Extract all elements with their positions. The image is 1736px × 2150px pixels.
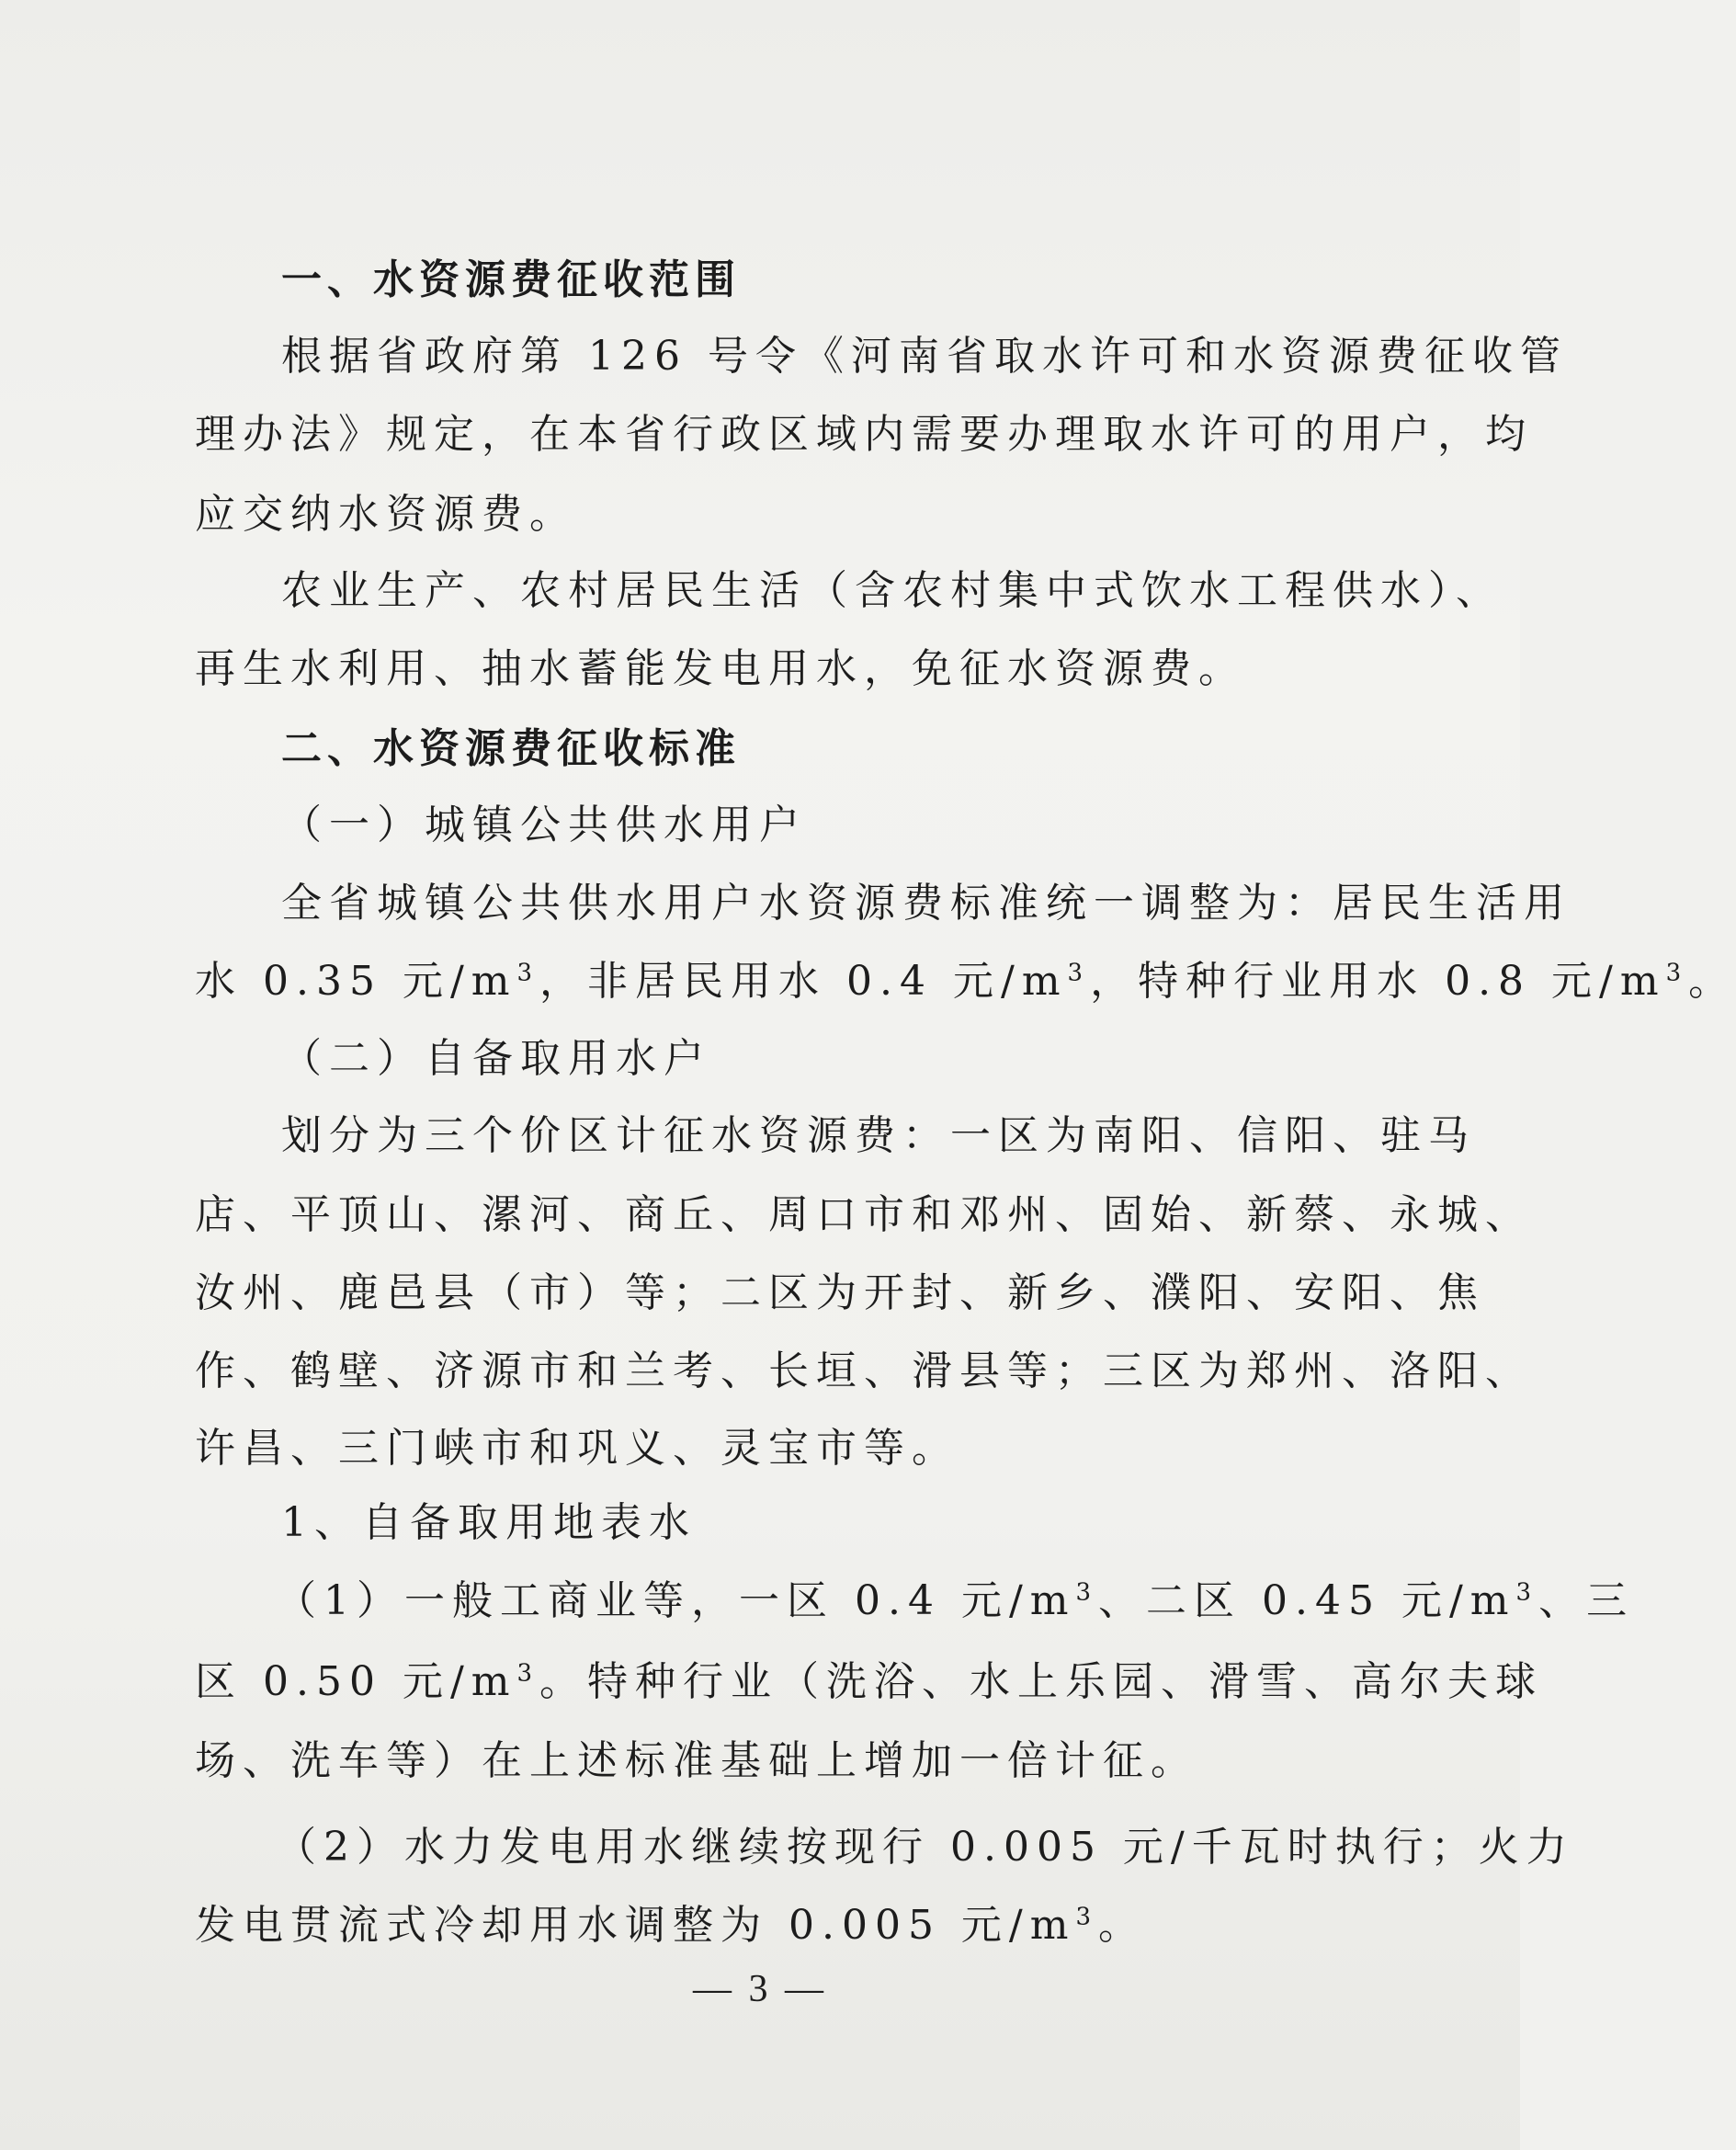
text-fragment: 。 bbox=[1688, 958, 1736, 1005]
subsection2-line1: 划分为三个价区计征水资源费：一区为南阳、信阳、驻马 bbox=[281, 1112, 1476, 1159]
section1-heading: 一、水资源费征收范围 bbox=[281, 256, 741, 303]
superscript: 3 bbox=[516, 1659, 540, 1688]
section1-para1-line2: 理办法》规定，在本省行政区域内需要办理取水许可的用户，均 bbox=[195, 411, 1533, 458]
superscript: 3 bbox=[516, 959, 540, 987]
superscript: 3 bbox=[1075, 1903, 1099, 1931]
item1-1-line2 bbox=[195, 1655, 1543, 1710]
section1-para2-line1: 农业生产、农村居民生活（含农村集中式饮水工程供水）、 bbox=[281, 567, 1503, 614]
text-fragment: 发电贯流式冷却用水调整为 0.005 元/m bbox=[195, 1902, 1076, 1949]
subsection1-line2 bbox=[195, 954, 1736, 1009]
text-fragment: ，特种行业用水 0.8 元/m bbox=[1090, 958, 1666, 1005]
superscript: 3 bbox=[1515, 1578, 1539, 1607]
item1-title: 1、自备取用地表水 bbox=[281, 1499, 697, 1546]
text-fragment: 。特种行业（洗浴、水上乐园、滑雪、高尔夫球 bbox=[539, 1658, 1544, 1705]
text-fragment: 区 0.50 元/m bbox=[195, 1658, 517, 1705]
text-fragment: ，非居民用水 0.4 元/m bbox=[539, 958, 1068, 1005]
text-fragment: 、三 bbox=[1538, 1577, 1635, 1624]
section2-heading: 二、水资源费征收标准 bbox=[281, 725, 741, 772]
section1-para1-line3: 应交纳水资源费。 bbox=[195, 491, 577, 538]
subsection2-line2: 店、平顶山、漯河、商丘、周口市和邓州、固始、新蔡、永城、 bbox=[195, 1191, 1533, 1238]
subsection2-line4: 作、鹤壁、济源市和兰考、长垣、滑县等；三区为郑州、洛阳、 bbox=[195, 1348, 1533, 1394]
section1-para2-line2: 再生水利用、抽水蓄能发电用水，免征水资源费。 bbox=[195, 645, 1246, 692]
item1-1-line3: 场、洗车等）在上述标准基础上增加一倍计征。 bbox=[195, 1737, 1198, 1784]
subsection1-title: （一）城镇公共供水用户 bbox=[281, 802, 807, 848]
text-fragment: 水 0.35 元/m bbox=[195, 958, 517, 1005]
superscript: 3 bbox=[1665, 959, 1689, 987]
text-fragment: 。 bbox=[1098, 1902, 1147, 1949]
item1-2-line1: （2）水力发电用水继续按现行 0.005 元/千瓦时执行；火力 bbox=[276, 1824, 1574, 1871]
text-fragment: （1）一般工商业等，一区 0.4 元/m bbox=[276, 1577, 1076, 1624]
subsection2-title: （二）自备取用水户 bbox=[281, 1035, 711, 1082]
text-fragment: 、二区 0.45 元/m bbox=[1098, 1577, 1516, 1624]
superscript: 3 bbox=[1075, 1578, 1099, 1607]
page-number: — 3 — bbox=[693, 1968, 827, 2010]
item1-2-line2 bbox=[195, 1898, 1146, 1953]
section1-para1-line1: 根据省政府第 126 号令《河南省取水许可和水资源费征收管 bbox=[281, 333, 1568, 380]
subsection2-line5: 许昌、三门峡市和巩义、灵宝市等。 bbox=[195, 1425, 959, 1472]
subsection2-line3: 汝州、鹿邑县（市）等；二区为开封、新乡、濮阳、安阳、焦 bbox=[195, 1269, 1485, 1316]
item1-1-line1 bbox=[276, 1574, 1634, 1629]
superscript: 3 bbox=[1067, 959, 1091, 987]
subsection1-line1: 全省城镇公共供水用户水资源费标准统一调整为：居民生活用 bbox=[281, 880, 1571, 927]
